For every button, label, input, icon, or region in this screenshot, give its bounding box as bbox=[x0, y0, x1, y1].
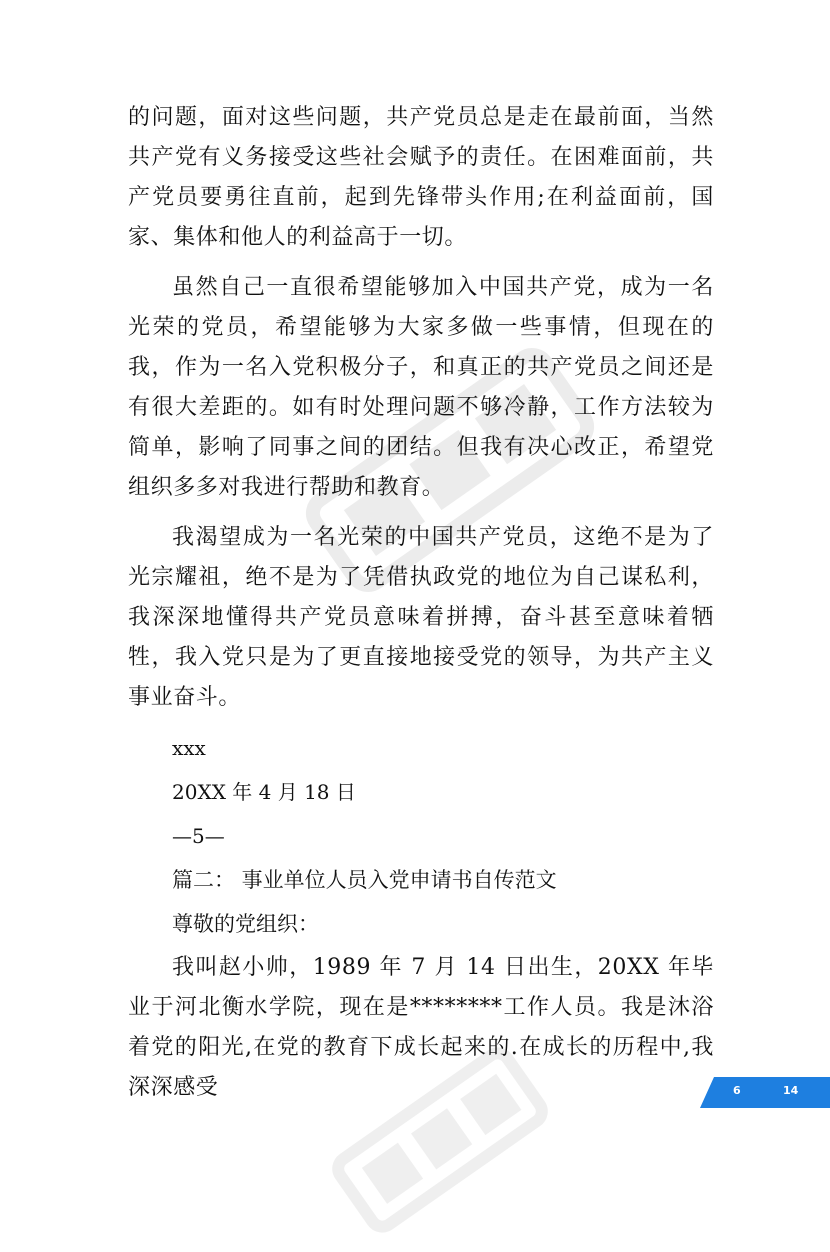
total-pages-number: 14 bbox=[783, 1084, 799, 1097]
page-number-band bbox=[700, 1077, 830, 1108]
signature: xxx bbox=[172, 736, 206, 760]
date: 20XX 年 4 月 18 日 bbox=[172, 780, 356, 804]
salutation: 尊敬的党组织： bbox=[172, 912, 319, 936]
current-page-number: 6 bbox=[733, 1084, 741, 1097]
document-body bbox=[128, 98, 714, 1118]
paragraph-4: 我叫赵小帅，1989 年 7 月 14 日出生，20XX 年毕业于河北衡水学院，现在是********工作人员。我是沐浴着党的阳光,在党的教育下成长起来的.在成长的历程中,我深深感受 bbox=[128, 955, 714, 1100]
section-mark: —5— bbox=[172, 824, 225, 848]
section-title: 篇二： 事业单位人员入党申请书自传范文 bbox=[172, 868, 557, 892]
paragraph-1: 的问题，面对这些问题，共产党员总是走在最前面，当然共产党有义务接受这些社会赋予的责任。在困难面前，共产党员要勇往直前，起到先锋带头作用;在利益面前，国家、集体和他人的利益高于一切。 bbox=[128, 105, 714, 250]
paragraph-3: 我渴望成为一名光荣的中国共产党员，这绝不是为了光宗耀祖，绝不是为了凭借执政党的地位为自己谋私利，我深深地懂得共产党员意味着拼搏，奋斗甚至意味着牺牲，我入党只是为了更直接地接受党的领导，为共产主义事业奋斗。 bbox=[128, 525, 714, 710]
paragraph-2: 虽然自己一直很希望能够加入中国共产党，成为一名光荣的党员，希望能够为大家多做一些事情，但现在的我，作为一名入党积极分子，和真正的共产党员之间还是有很大差距的。如有时处理问题不够冷静，工作方法较为简单，影响了同事之间的团结。但我有决心改正，希望党组织多多对我进行帮助和教育。 bbox=[128, 275, 714, 500]
page-band-shape bbox=[700, 1077, 830, 1108]
